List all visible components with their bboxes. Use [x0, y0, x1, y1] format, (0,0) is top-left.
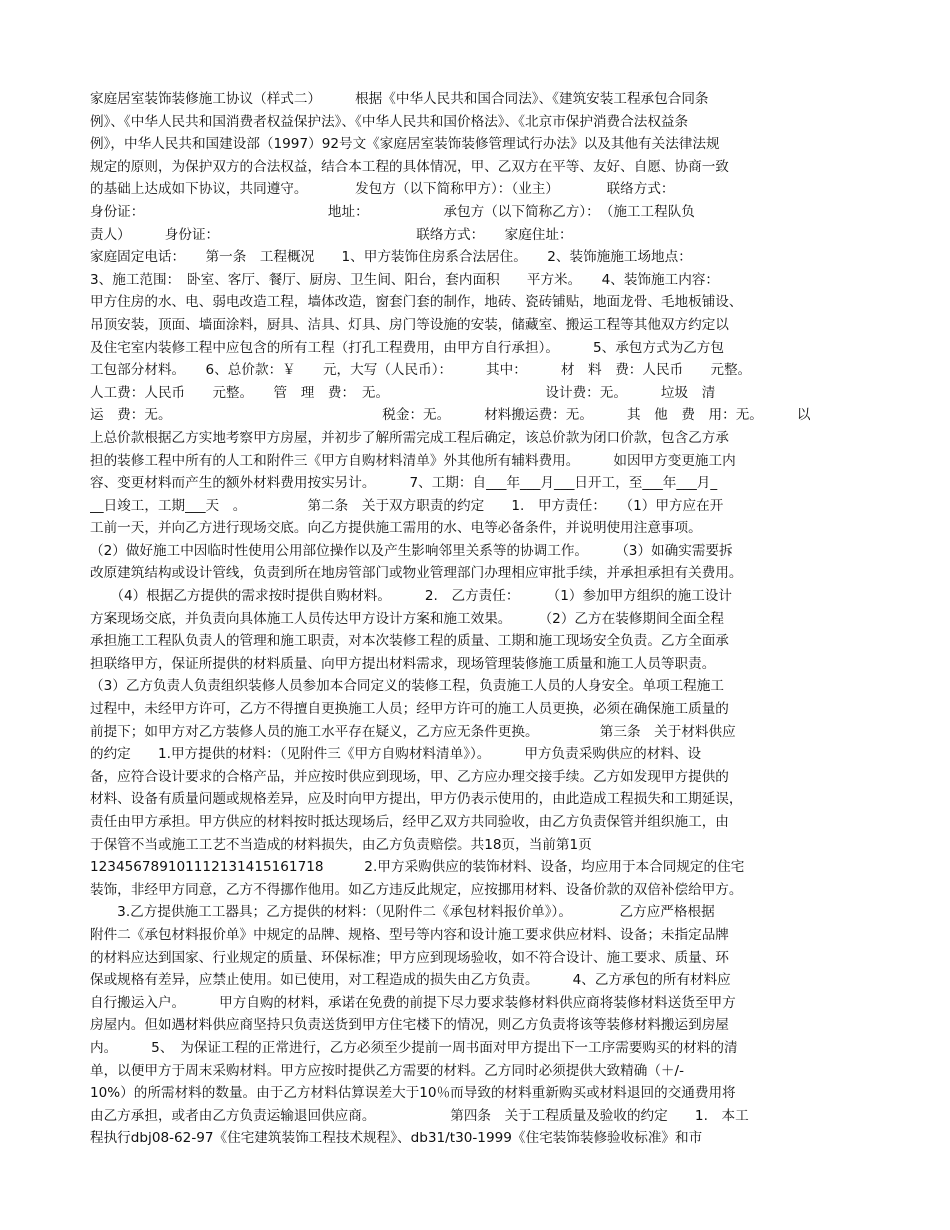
text-line: 材料、设备有质量问题或规格差异，应及时向甲方提出，甲方仍表示使用的，由此造成工程损失和工期延误，	[90, 791, 743, 808]
text-line: 规定的原则，为保护双方的合法权益，结合本工程的具体情况，甲、乙双方在平等、友好、自愿、协商一致	[90, 158, 729, 175]
text-line: 于保管不当或施工工艺不当造成的材料损失，由乙方负责赔偿。共18页，当前第1页	[90, 836, 592, 853]
text-line: 运 费：无。 税金：无。 材料搬运费：无。 其 他 费 用：无。 以	[90, 407, 811, 424]
text-line: 改原建筑结构或设计管线，负责到所在地房管部门或物业管理部门办理相应审批手续，并承担承担有关费用。	[90, 565, 743, 582]
text-line: （3）乙方负责人负责组织装修人员参加本合同定义的装修工程，负责施工人员的人身安全。单项工程施工	[90, 678, 724, 695]
text-line: 内。 5、 为保证工程的正常进行，乙方必须至少提前一周书面对甲方提出下一工序需要购买的材料的清	[90, 1039, 738, 1056]
text-line: 保或规格有差异，应禁止使用。如已使用，对工程造成的损失由乙方负责。 4、乙方承包的所有材料应	[90, 972, 731, 989]
text-line: 前提下；如甲方对乙方装修人员的施工水平存在疑义，乙方应无条件更换。 第三条 关于材料供应	[90, 723, 736, 740]
text-line: 10%）的所需材料的数量。由于乙方材料估算误差大于10％而导致的材料重新购买或材料退回的交通费用将	[90, 1085, 736, 1102]
text-line: 家庭居室装饰装修施工协议（样式二） 根据《中华人民共和国合同法》、《建筑安装工程承包合同条	[90, 91, 709, 107]
text-line: 工前一天，并向乙方进行现场交底。向乙方提供施工需用的水、电等必备条件，并说明使用注意事项。	[90, 520, 702, 537]
text-line: 责人） 身份证： 联络方式： 家庭住址：	[90, 226, 573, 243]
text-line: 3.乙方提供施工工器具；乙方提供的材料：（见附件二《承包材料报价单》）。 乙方应严格根据	[90, 904, 715, 921]
text-line: 3、施工范围： 卧室、客厅、餐厅、厨房、卫生间、阳台，套内面积 平方米。 4、装饰施工内容：	[90, 271, 720, 288]
text-line: 例》、《中华人民共和国消费者权益保护法》、《中华人民共和国价格法》、《北京市保护消费合法权益条	[90, 113, 689, 130]
text-line: 自行搬运入户。 甲方自购的材料，承诺在免费的前提下尽力要求装修材料供应商将装修材料送货至甲方	[90, 994, 736, 1011]
text-line: 备，应符合设计要求的合格产品，并应按时供应到现场，甲、乙方应办理交接手续。乙方如发现甲方提供的	[90, 768, 729, 785]
text-line: 方案现场交底，并负责向具体施工人员传达甲方设计方案和施工效果。 （2）乙方在装修期间全面全程	[90, 610, 724, 627]
text-line: 的约定 1.甲方提供的材料：（见附件三《甲方自购材料清单》）。 甲方负责采购供应的材料、设	[90, 746, 702, 763]
text-line: 家庭固定电话： 第一条 工程概况 1、甲方装饰住房系合法居住。 2、装饰施施工场地点：	[90, 249, 692, 266]
text-line: 人工费：人民币 元整。 管 理 费： 无。 设计费：无。 垃圾 清	[90, 384, 716, 401]
text-line: 身份证： 地址： 承包方（以下简称乙方）： （施工工程队负	[90, 203, 695, 220]
text-line: 及住宅室内装修工程中应包含的所有工程（打孔工程费用，由甲方自行承担）。 5、承包方式为乙方包	[90, 339, 724, 356]
text-line: 吊顶安装，顶面、墙面涂料，厨具、洁具、灯具、房门等设施的安装，储藏室、搬运工程等其他双方约定以	[90, 316, 729, 333]
text-line: 过程中，未经甲方许可，乙方不得擅自更换施工人员；经甲方许可的施工人员更换，必须在确保施工质量的	[90, 701, 729, 718]
text-line: 例》，中华人民共和国建设部（1997）92号文《家庭居室装饰装修管理试行办法》以及其他有关法律法规	[90, 136, 720, 153]
text-line: 123456789101112131415161718 2.甲方采购供应的装饰材料、设备，均应用于本合同规定的住宅	[90, 859, 745, 876]
text-line: 担的装修工程中所有的人工和附件三《甲方自购材料清单》外其他所有辅料费用。 如因甲方变更施工内	[90, 452, 736, 469]
text-line: （4）根据乙方提供的需求按时提供自购材料。 2. 乙方责任： （1）参加甲方组织的施工设计	[90, 588, 732, 605]
text-line: 上总价款根据乙方实地考察甲方房屋，并初步了解所需完成工程后确定，该总价款为闭口价款，包含乙方承	[90, 429, 729, 446]
text-line: 甲方住房的水、电、弱电改造工程，墙体改造，窗套门套的制作，地砖、瓷砖铺贴，地面龙骨、毛地板铺设、	[90, 294, 743, 311]
text-line: 程执行dbj08-62-97《住宅建筑装饰工程技术规程》、db31/t30-1999《住宅装饰装修验收标准》和市	[90, 1130, 703, 1147]
text-line: 装饰，非经甲方同意，乙方不得挪作他用。如乙方违反此规定，应按挪用材料、设备价款的双倍补偿给甲方。	[90, 881, 743, 898]
text-line: 附件二《承包材料报价单》中规定的品牌、规格、型号等内容和设计施工要求供应材料、设备；未指定品牌	[90, 926, 729, 943]
text-line: （2）做好施工中因临时性使用公用部位操作以及产生影响邻里关系等的协调工作。 （3）如确实需要拆	[90, 542, 733, 559]
text-line: 的基础上达成如下协议，共同遵守。 发包方（以下简称甲方）：（业主） 联络方式：	[90, 181, 675, 198]
text-line: 承担施工工程队负责人的管理和施工职责，对本次装修工程的质量、工期和施工现场安全负责。乙方全面承	[90, 633, 729, 650]
text-line: __日竣工，工期___天 。 第二条 关于双方职责的约定 1. 甲方责任： （1）甲方应在开	[90, 497, 724, 514]
text-line: 担联络甲方，保证所提供的材料质量、向甲方提出材料需求，现场管理装修施工质量和施工人员等职责。	[90, 655, 716, 672]
text-line: 的材料应达到国家、行业规定的质量、环保标准；甲方应到现场验收，如不符合设计、施工要求、质量、环	[90, 949, 729, 966]
text-line: 容、变更材料而产生的额外材料费用按实另计。 7、工期：自___年___月___日开工，至___年___月_	[90, 475, 718, 492]
text-line: 责任由甲方承担。甲方供应的材料按时抵达现场后，经甲乙双方共同验收，由乙方负责保管并组织施工，由	[90, 814, 729, 830]
text-line: 由乙方承担，或者由乙方负责运输退回供应商。 第四条 关于工程质量及验收的约定 1. 本工	[90, 1107, 749, 1124]
text-line: 单，以便甲方于周末采购材料。甲方应按时提供乙方需要的材料。乙方同时必须提供大致精确（＋/-	[90, 1062, 685, 1079]
text-line: 房屋内。但如遇材料供应商坚持只负责送货到甲方住宅楼下的情况，则乙方负责将该等装修材料搬运到房屋	[90, 1017, 729, 1034]
document-body	[90, 88, 860, 1150]
text-line: 工包部分材料。 6、总价款：￥ 元，大写（人民币）： 其中： 材 料 费：人民币 元整。	[90, 362, 752, 379]
